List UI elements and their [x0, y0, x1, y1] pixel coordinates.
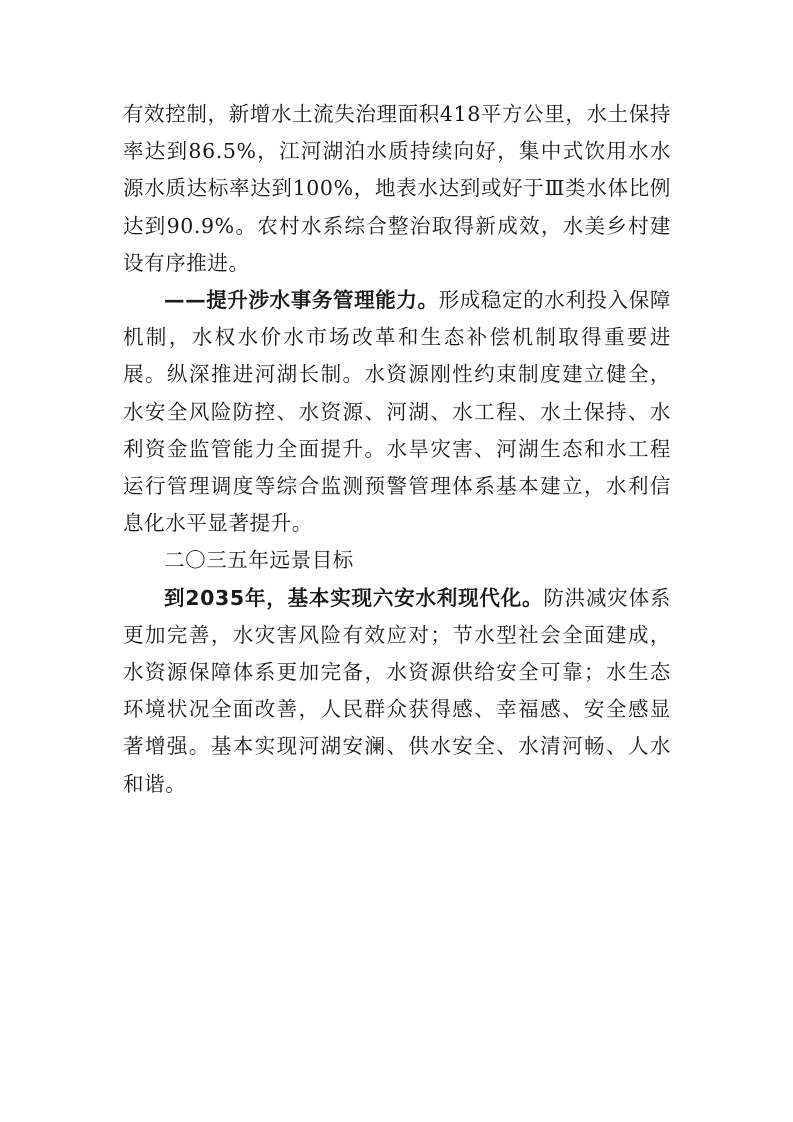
paragraph-lead: ——提升涉水事务管理能力。: [164, 288, 439, 313]
paragraph-text: 防洪减灾体系更加完善，水灾害风险有效应对；节水型社会全面建成，水资源保障体系更加完备，水资源供给安全可靠；水生态环境状况全面改善，人民群众获得感、幸福感、安全感显著增强。基本实现河湖安澜、供水安全、水清河畅、人水和谐。: [123, 585, 671, 796]
paragraph-text: 形成稳定的水利投入保障机制，水权水价水市场改革和生态补偿机制取得重要进展。纵深推进河湖长制。水资源刚性约束制度建立健全，水安全风险防控、水资源、河湖、水工程、水土保持、水利资金监管能力全面提升。水旱灾害、河湖生态和水工程运行管理调度等综合监测预警管理体系基本建立，水利信息化水平显著提升。: [123, 288, 671, 536]
document-page: [123, 96, 671, 803]
paragraph-management-capacity: [123, 282, 671, 542]
paragraph-water-ecology: [123, 96, 671, 282]
paragraph-text: 有效控制，新增水土流失治理面积418平方公里，水土保持率达到86.5%，江河湖泊水质持续向好，集中式饮用水水源水质达标率达到100%，地表水达到或好于Ⅲ类水体比例达到90.9%。农村水系综合整治取得新成效，水美乡村建设有序推进。: [123, 102, 671, 275]
paragraph-lead: 到2035年，基本实现六安水利现代化。: [164, 585, 544, 610]
section-heading: 二〇三五年远景目标: [164, 548, 354, 573]
paragraph-2035-goal: [123, 580, 671, 803]
